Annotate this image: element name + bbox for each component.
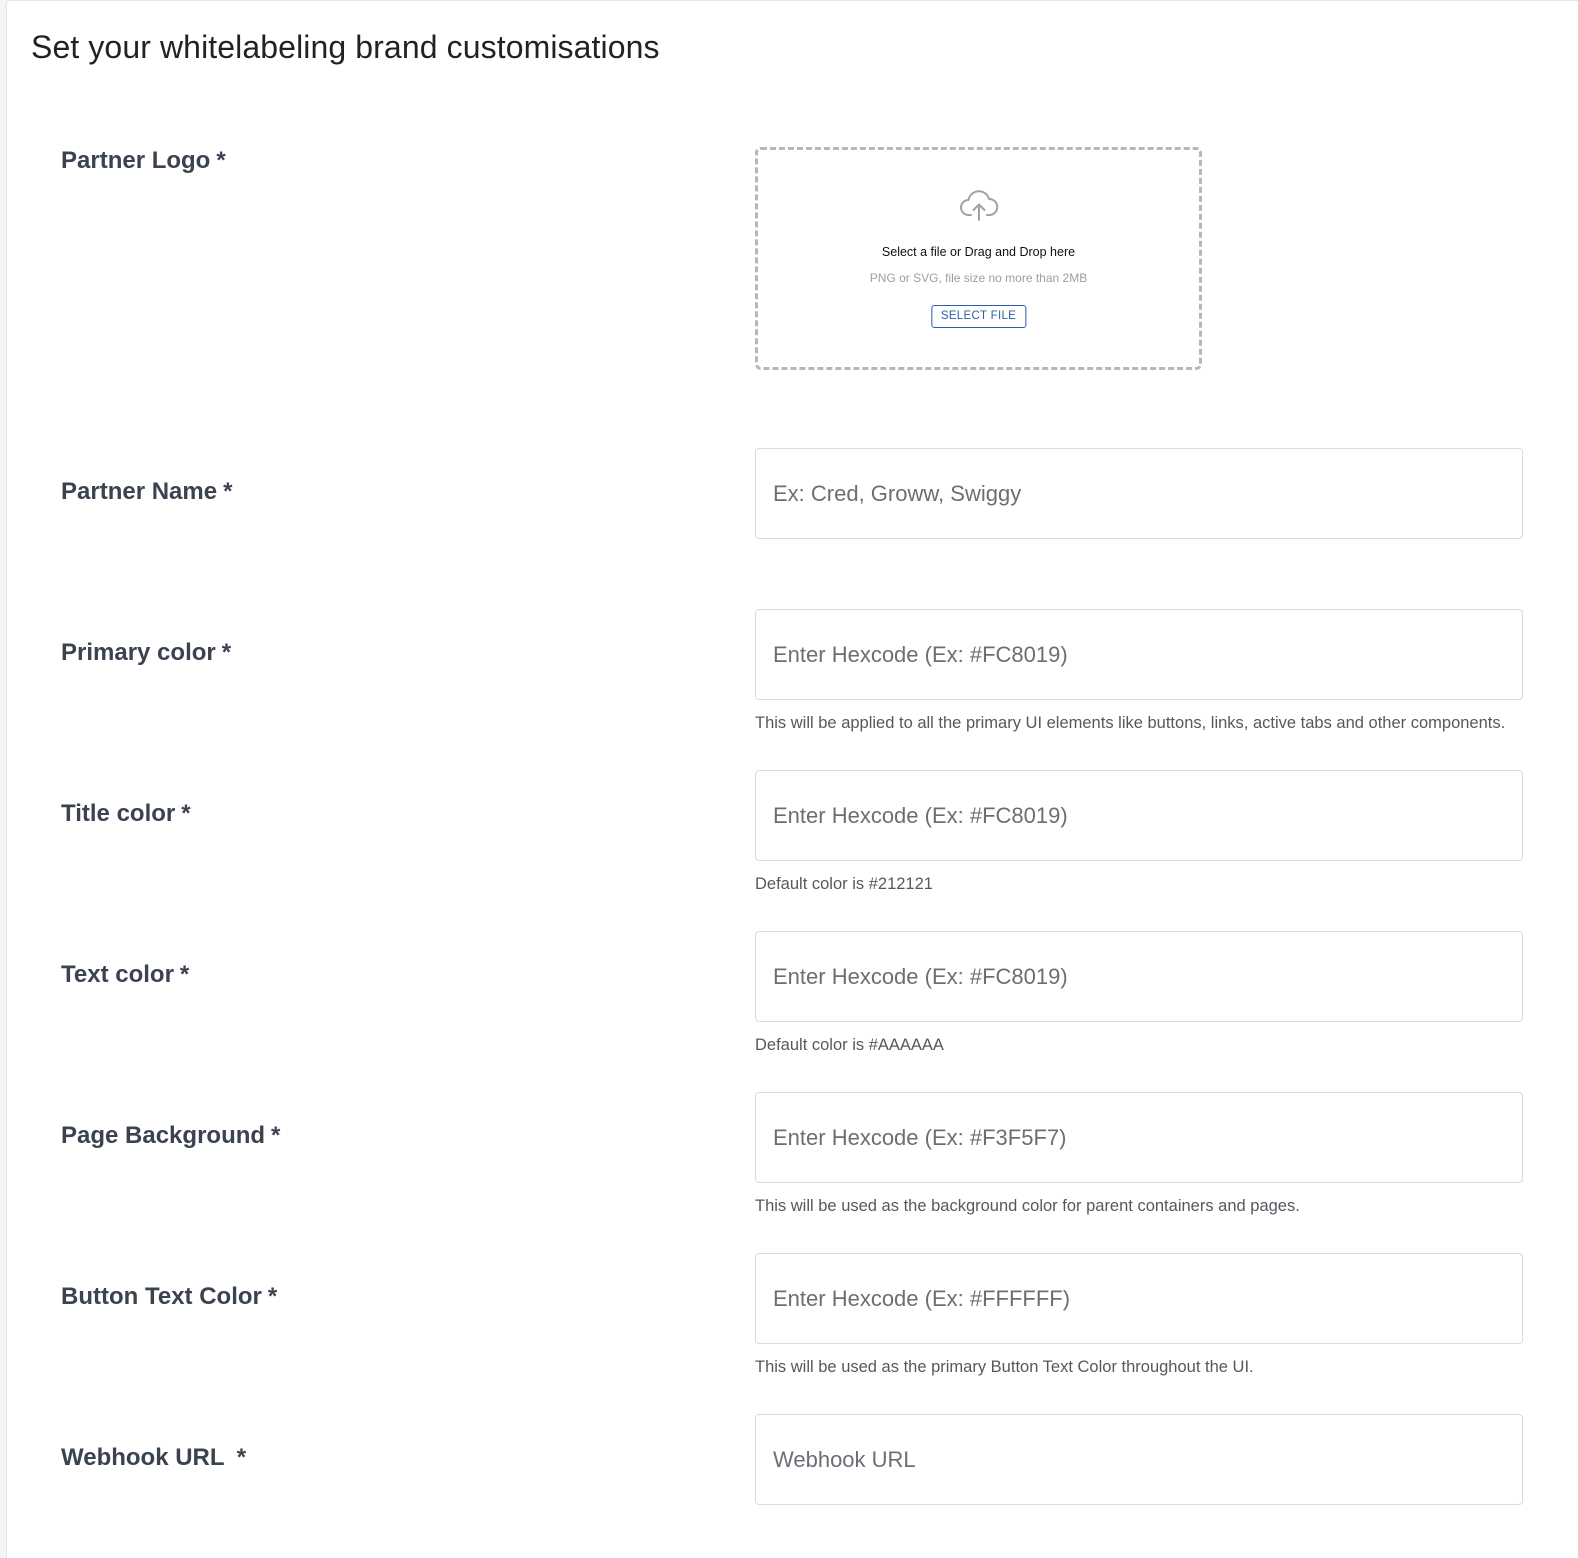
dropzone-subtitle: PNG or SVG, file size no more than 2MB bbox=[869, 271, 1088, 285]
title-color-input[interactable] bbox=[755, 770, 1523, 861]
partner-logo-label-text: Partner Logo bbox=[61, 147, 211, 174]
partner-logo-label bbox=[61, 147, 226, 175]
logo-dropzone[interactable] bbox=[755, 147, 1202, 370]
primary-color-label-text: Primary color bbox=[61, 639, 216, 666]
brand-customisation-panel bbox=[6, 0, 1578, 1558]
required-marker: * bbox=[216, 147, 226, 174]
text-color-helper: Default color is #AAAAAA bbox=[755, 1036, 944, 1054]
required-marker: * bbox=[181, 800, 191, 827]
partner-name-label bbox=[61, 478, 232, 506]
button-text-color-label bbox=[61, 1283, 277, 1311]
required-marker: * bbox=[267, 1283, 278, 1310]
webhook-url-label-text: Webhook URL bbox=[61, 1444, 231, 1471]
partner-name-input[interactable] bbox=[755, 448, 1523, 539]
primary-color-input[interactable] bbox=[755, 609, 1523, 700]
primary-color-helper: This will be applied to all the primary UI elements like buttons, links, active tabs and other components. bbox=[755, 714, 1506, 732]
button-text-color-helper: This will be used as the primary Button Text Color throughout the UI. bbox=[755, 1358, 1254, 1376]
select-file-button[interactable]: SELECT FILE bbox=[931, 305, 1026, 328]
page-title: Set your whitelabeling brand customisations bbox=[31, 29, 660, 65]
title-color-helper: Default color is #212121 bbox=[755, 875, 933, 893]
page-background-input[interactable] bbox=[755, 1092, 1523, 1183]
button-text-color-label-text: Button Text Color bbox=[61, 1283, 262, 1310]
required-marker: * bbox=[221, 639, 232, 666]
partner-name-label-text: Partner Name bbox=[61, 478, 218, 505]
page-background-label bbox=[61, 1122, 280, 1150]
text-color-label-text: Text color bbox=[61, 961, 174, 988]
dropzone-title: Select a file or Drag and Drop here bbox=[881, 245, 1076, 259]
primary-color-label bbox=[61, 639, 231, 667]
page-background-helper: This will be used as the background color for parent containers and pages. bbox=[755, 1197, 1300, 1215]
webhook-url-label bbox=[61, 1444, 246, 1472]
title-color-label bbox=[61, 800, 191, 828]
required-marker: * bbox=[179, 961, 190, 988]
page-background-label-text: Page Background bbox=[61, 1122, 266, 1149]
required-marker: * bbox=[236, 1444, 247, 1471]
cloud-upload-icon bbox=[959, 188, 999, 222]
text-color-label bbox=[61, 961, 189, 989]
button-text-color-input[interactable] bbox=[755, 1253, 1523, 1344]
text-color-input[interactable] bbox=[755, 931, 1523, 1022]
required-marker: * bbox=[223, 478, 233, 505]
title-color-label-text: Title color bbox=[61, 800, 176, 827]
required-marker: * bbox=[271, 1122, 281, 1149]
webhook-url-input[interactable] bbox=[755, 1414, 1523, 1505]
